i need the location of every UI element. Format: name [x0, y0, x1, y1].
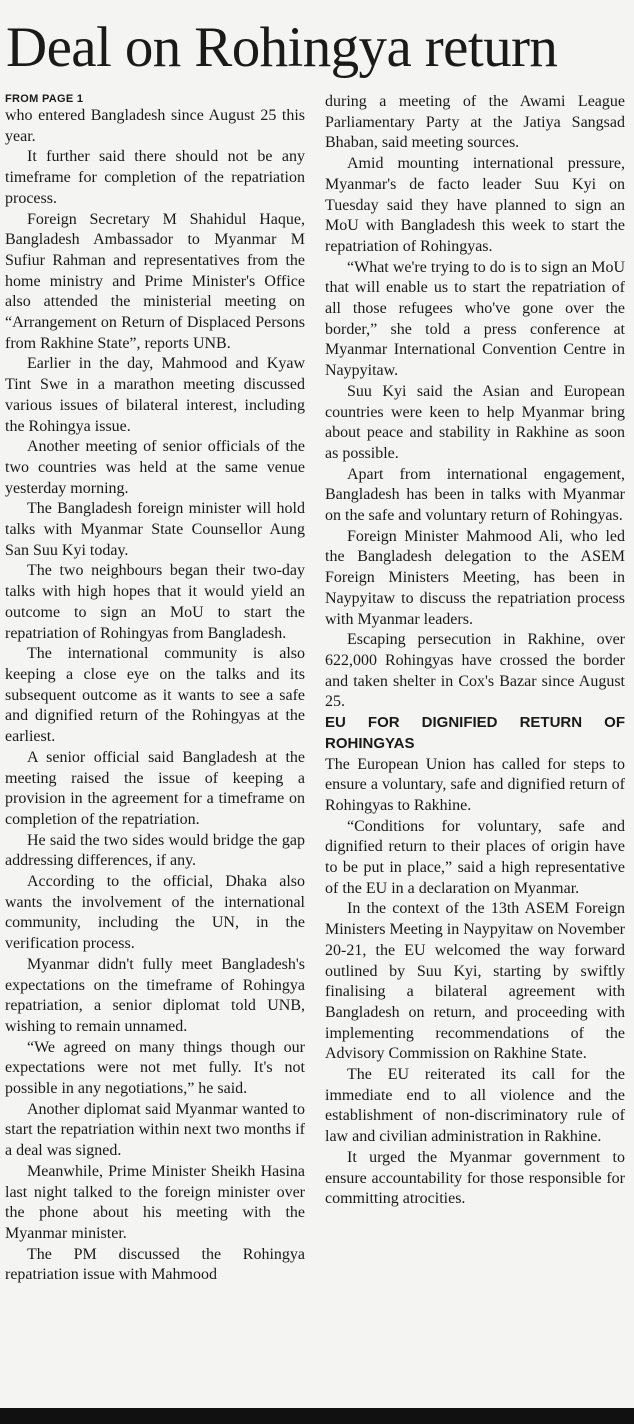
paragraph: A senior official said Bangladesh at the meeting raised the issue of keeping a provision in the agreement for a timeframe on completion of the repatriation. [5, 748, 305, 828]
page-bottom-bar [0, 1408, 634, 1424]
left-column [5, 92, 305, 1410]
paragraph: The Bangladesh foreign minister will hold talks with Myanmar State Counsellor Aung San Suu Kyi today. [5, 500, 305, 559]
paragraph: “Conditions for voluntary, safe and dignified return to their places of origin have to be put in place,” said a high representative of the EU in a declaration on Myanmar. [325, 817, 625, 897]
paragraph: “We agreed on many things though our expectations were not met fully. It's not possible in any negotiations,” he said. [5, 1038, 305, 1098]
from-page-label: FROM PAGE 1 [5, 93, 84, 105]
paragraph: He said the two sides would bridge the gap addressing differences, if any. [5, 831, 305, 870]
paragraph: Foreign Minister Mahmood Ali, who led the Bangladesh delegation to the ASEM Foreign Ministers Meeting, has been in Naypyitaw to discuss the repatriation process with Myanmar leaders. [325, 527, 625, 628]
paragraph: Myanmar didn't fully meet Bangladesh's expectations on the timeframe of Rohingya repatriation, a senior diplomat told UNB, wishing to remain unnamed. [5, 955, 305, 1035]
paragraph: Foreign Secretary M Shahidul Haque, Bangladesh Ambassador to Myanmar M Sufiur Rahman and representatives from the home ministry and Prime Minister's Office also attended the ministerial meeting on “Arrangement on Return of Displaced Persons from Rakhine State”, reports UNB. [5, 210, 305, 352]
paragraph: It further said there should not be any timeframe for completion of the repatriation process. [5, 148, 305, 207]
paragraph: In the context of the 13th ASEM Foreign Ministers Meeting in Naypyitaw on November 20-21, the EU welcomed the way forward outlined by Suu Kyi, starting by swiftly finalising a bilateral agreement with Bangladesh on return, and proceeding with implementing recommendations of the Advisory Commission on Rakhine State. [325, 900, 625, 1063]
paragraph: Another diplomat said Myanmar wanted to start the repatriation within next two months if a deal was signed. [5, 1100, 305, 1160]
paragraph: The two neighbours began their two-day talks with high hopes that it would yield an outcome to sign an MoU to start the repatriation of Rohingyas from Bangladesh. [5, 562, 305, 642]
paragraph: Earlier in the day, Mahmood and Kyaw Tint Swe in a marathon meeting discussed various issues of bilateral interest, including the Rohingya issue. [5, 355, 305, 435]
paragraph: who entered Bangladesh since August 25 this year. [5, 107, 305, 145]
paragraph: Another meeting of senior officials of the two countries was held at the same venue yesterday morning. [5, 438, 305, 497]
subheading: EU FOR DIGNIFIED RETURN OF ROHINGYAS [325, 714, 625, 752]
paragraph: Suu Kyi said the Asian and European countries were keen to help Myanmar bring about peace and stability in Rakhine as soon as possible. [325, 382, 625, 462]
paragraph: Escaping persecution in Rakhine, over 622,000 Rohingyas have crossed the border and taken shelter in Cox's Bazar since August 25. [325, 631, 625, 711]
paragraph: The EU reiterated its call for the immediate end to all violence and the establishment of non-discriminatory rule of law and civilian administration in Rakhine. [325, 1066, 625, 1146]
paragraph: It urged the Myanmar government to ensure accountability for those responsible for committing atrocities. [325, 1148, 625, 1208]
paragraph: Amid mounting international pressure, Myanmar's de facto leader Suu Kyi on Tuesday said they have planned to sign an MoU with Bangladesh this week to start the repatriation of Rohingyas. [325, 155, 625, 255]
paragraph: The European Union has called for steps to ensure a voluntary, safe and dignified return of Rohingyas to Rakhine. [325, 755, 625, 814]
right-column [325, 92, 625, 1410]
paragraph: According to the official, Dhaka also wants the involvement of the international community, including the UN, in the verification process. [5, 873, 305, 953]
paragraph: The PM discussed the Rohingya repatriation issue with Mahmood [5, 1245, 305, 1284]
paragraph: The international community is also keeping a close eye on the talks and its subsequent outcome as it wants to see a safe and dignified return of the Rohingyas at the earliest. [5, 645, 305, 746]
paragraph: during a meeting of the Awami League Parliamentary Party at the Jatiya Sangsad Bhaban, said meeting sources. [325, 93, 625, 152]
headline: Deal on Rohingya return [6, 16, 558, 79]
paragraph: Apart from international engagement, Bangladesh has been in talks with Myanmar on the safe and voluntary return of Rohingyas. [325, 465, 625, 525]
paragraph: “What we're trying to do is to sign an MoU that will enable us to start the repatriation of all those refugees who've gone over the border,” she told a press conference at Myanmar International Convention Centre in Naypyitaw. [325, 258, 625, 380]
paragraph: Meanwhile, Prime Minister Sheikh Hasina last night talked to the foreign minister over the phone about his meeting with the Myanmar minister. [5, 1162, 305, 1242]
